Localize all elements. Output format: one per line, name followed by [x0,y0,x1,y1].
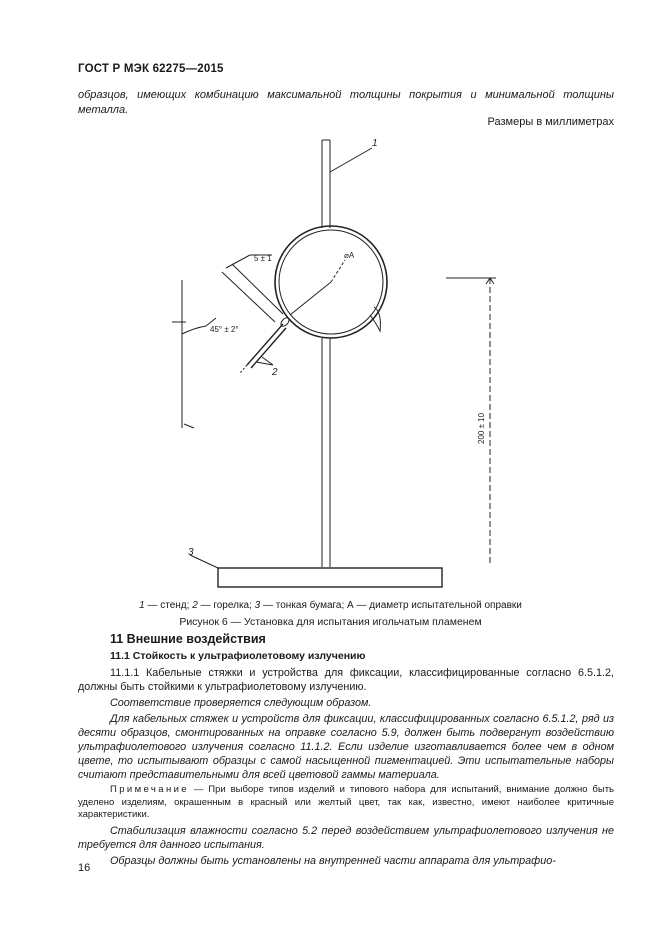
dim-5-label: 5 ± 1 [254,254,272,263]
note-paragraph [78,784,614,822]
height-label: 200 ± 10 [477,412,486,444]
angle-label: 45° ± 2° [210,325,239,334]
figure-legend [0,600,661,611]
legend-num-3: 3 [254,600,261,611]
legend-text-1: — стенд; [144,600,193,611]
intro-line-1: образцов, имеющих комбинацию максимальной толщины покрытия и минимальной толщины [78,89,614,101]
intro-line-2: металла. [78,104,129,116]
diameter-label: ⌀A [344,251,355,260]
note-label: Примечание [110,784,189,795]
callout-2: 2 [272,367,278,378]
section-title: 11 Внешние воздействия [110,632,266,646]
section-body [78,666,614,870]
legend-num-2: 2 [192,600,198,611]
callout-3: 3 [188,547,194,558]
page-number: 16 [78,862,91,874]
paragraph-compliance: Соответствие проверяется следующим образом. [110,697,372,709]
legend-text-2: — горелка; [197,600,255,611]
note-text: — При выборе типов изделий и типового набора для испытаний, внимание должно быть уделено изделиям, окрашенным в красный или желтый цвет, так как, известно, имеют наиболее критичные характеристики. [78,784,614,820]
legend-text-3: — тонкая бумага; А — диаметр испытательной оправки [260,600,522,611]
legend-num-1: 1 [139,600,145,611]
subsection-title: 11.1 Стойкость к ультрафиолетовому излучению [110,650,366,662]
standard-header: ГОСТ Р МЭК 62275—2015 [78,63,224,75]
paragraph-test-sets: Для кабельных стяжек и устройств для фиксации, классифицированных согласно 6.5.1.2, ряд из десяти образцов, смонтированных на оправке согласно 5.9, должен быть подвергнут воздействию ультрафиолетового излучения согласно 11.1.2. Если изделие изготавливается более чем в одном цвете, то испытывают образцы с самой насыщенной пигментацией. Эти испытательные наборы считают представительными для всей цветовой гаммы материала. [78,713,614,781]
figure-caption: Рисунок 6 — Установка для испытания игольчатым пламенем [179,616,482,628]
callout-1: 1 [372,138,378,149]
paragraph-humidity: Стабилизация влажности согласно 5.2 перед воздействием ультрафиолетового излучения не требуется для данного испытания. [78,824,614,851]
paragraph-samples: Образцы должны быть установлены на внутренней части аппарата для ультрафио- [110,854,556,867]
needle-flame-test-figure [150,132,510,592]
paragraph-11-1-1: 11.1.1 Кабельные стяжки и устройства для фиксации, классифицированные согласно 6.5.1.2, должны быть стойкими к ультрафиолетовому излучению. [78,667,614,693]
dimensions-note: Размеры в миллиметрах [487,116,614,128]
base-plate [218,568,442,587]
intro-text [78,88,614,118]
